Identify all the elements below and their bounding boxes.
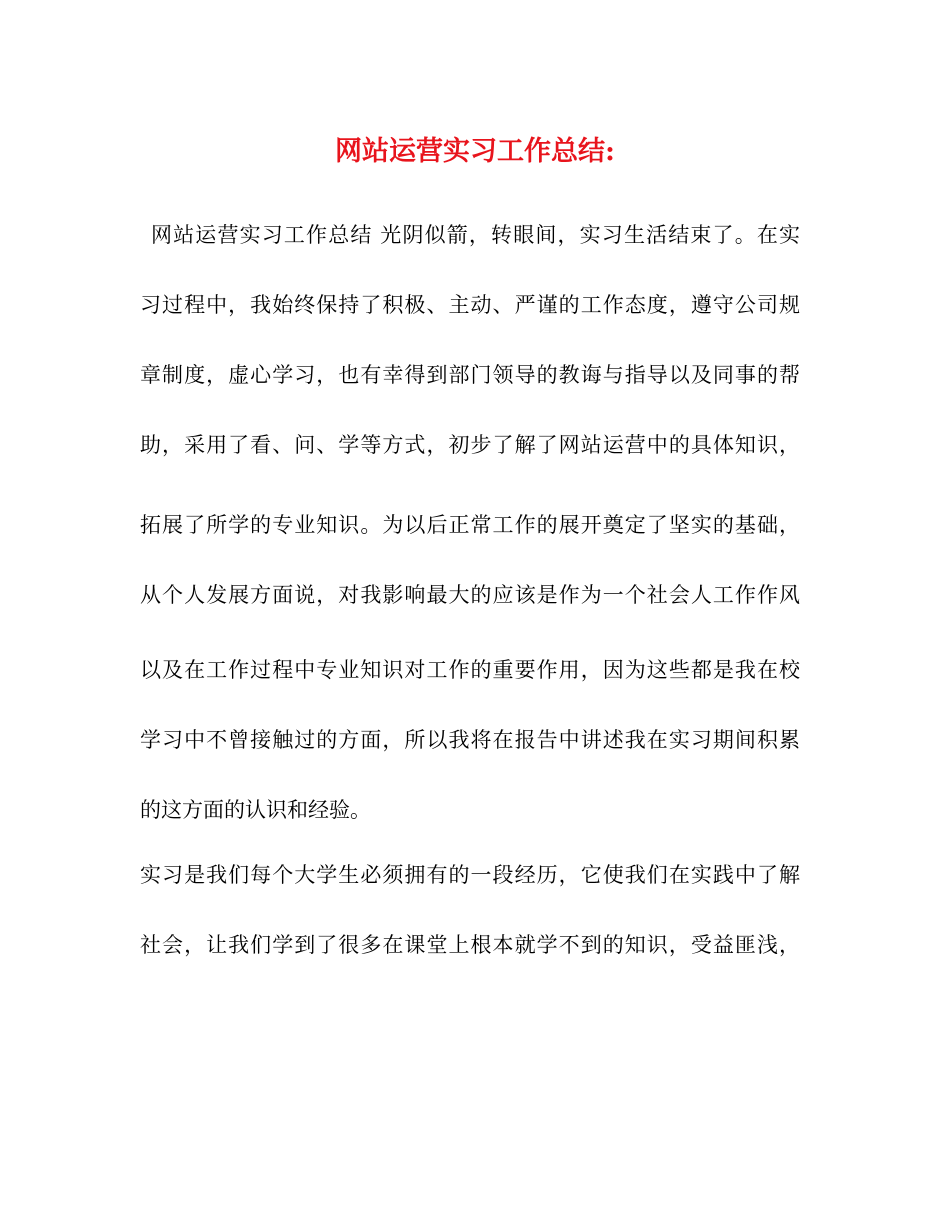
paragraph-line: 网站运营实习工作总结 光阴似箭，转眼间，实习生活结束了。在实 <box>151 223 800 247</box>
paragraph-line: 实习是我们每个大学生必须拥有的一段经历，它使我们在实践中了解 <box>140 863 800 887</box>
paragraph-line: 从个人发展方面说，对我影响最大的应该是作为一个社会人工作作风 <box>140 583 800 607</box>
paragraph-line: 社会，让我们学到了很多在课堂上根本就学不到的知识，受益匪浅， <box>140 933 800 957</box>
paragraph-line: 的这方面的认识和经验。 <box>140 798 371 822</box>
paragraph-line: 助，采用了看、问、学等方式，初步了解了网站运营中的具体知识， <box>140 433 800 457</box>
paragraph-line: 学习中不曾接触过的方面，所以我将在报告中讲述我在实习期间积累 <box>140 728 800 752</box>
document-title: 网站运营实习工作总结: <box>335 136 615 167</box>
paragraph-line: 习过程中，我始终保持了积极、主动、严谨的工作态度，遵守公司规 <box>140 293 800 317</box>
paragraph-line: 以及在工作过程中专业知识对工作的重要作用，因为这些都是我在校 <box>140 658 800 682</box>
paragraph-line: 章制度，虚心学习，也有幸得到部门领导的教诲与指导以及同事的帮 <box>140 363 800 387</box>
paragraph-line: 拓展了所学的专业知识。为以后正常工作的展开奠定了坚实的基础， <box>140 513 800 537</box>
